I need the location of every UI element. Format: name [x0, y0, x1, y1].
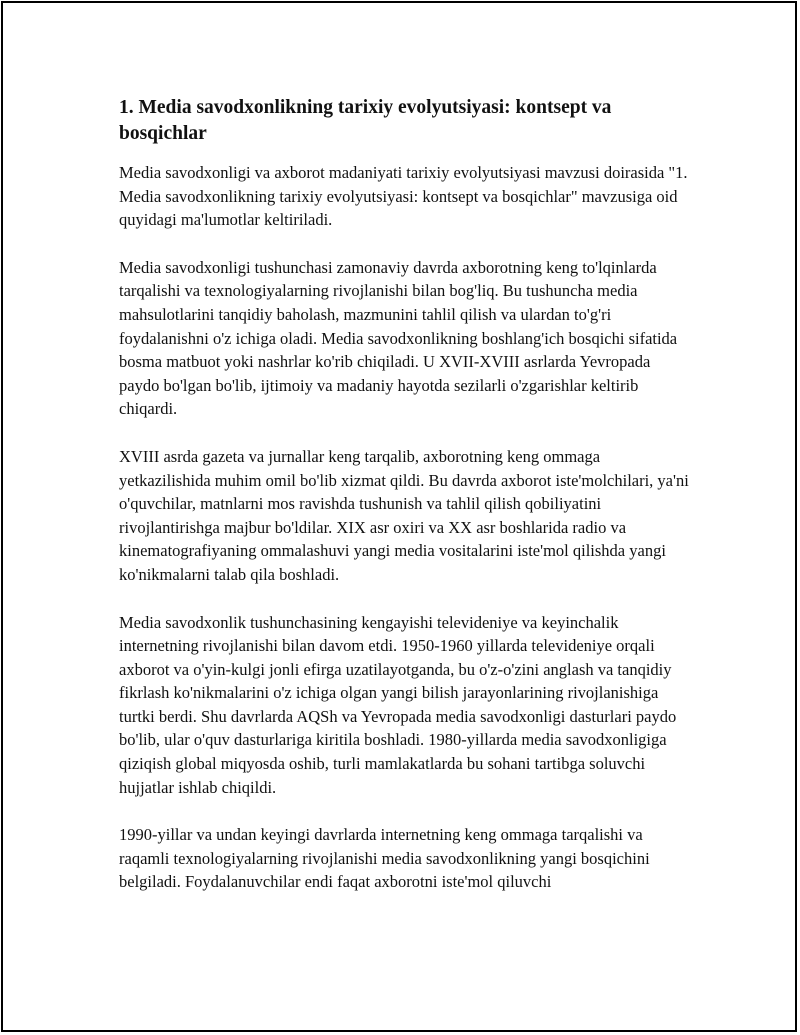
section-heading: 1. Media savodxonlikning tarixiy evolyutsiyasi: kontsept va bosqichlar	[119, 97, 612, 144]
paragraph-18th-century: XVIII asrda gazeta va jurnallar keng tarqalib, axborotning keng ommaga yetkazilishida muhim omil bo'lib xizmat qildi. Bu davrda axborot iste'molchilari, ya'ni o'quvchilar, matnlarni mos ravishda tushunish va tahlil qilish qobiliyatini rivojlantirishga majbur bo'ldilar. XIX asr oxiri va XX asr boshlarida radio va kinematografiyaning ommalashuvi yangi media vositalarini iste'mol qilishda yangi ko'nikmalarni talab qila boshladi.	[119, 446, 689, 584]
document-content	[119, 95, 691, 918]
document-page	[1, 1, 797, 1032]
paragraph-television-era: Media savodxonlik tushunchasining kengayishi televideniye va keyinchalik internetning rivojlanishi bilan davom etdi. 1950-1960 yillarda televideniye orqali axborot va o'yin-kulgi jonli efirga uzatilayotganda, bu o'z-o'zini anglash va tanqidiy fikrlash ko'nikmalarini o'z ichiga olgan yangi bilish jarayonlarining rivojlanishiga turtki berdi. Shu davrlarda AQSh va Yevropada media savodxonligi dasturlari paydo bo'lib, ular o'quv dasturlariga kiritila boshladi. 1980-yillarda media savodxonligiga qiziqish global miqyosda oshib, turli mamlakatlarda bu sohani tartibga soluvchi hujjatlar ishlab chiqildi.	[119, 612, 677, 797]
paragraph-intro: Media savodxonligi va axborot madaniyati tarixiy evolyutsiyasi mavzusi doirasida "1. Media savodxonlikning tarixiy evolyutsiyasi: kontsept va bosqichlar" mavzusiga oid quyidagi ma'lumotlar keltiriladi.	[119, 163, 688, 230]
paragraph-concept: Media savodxonligi tushunchasi zamonaviy davrda axborotning keng to'lqinlarda tarqalishi va texnologiyalarning rivojlanishi bilan bog'liq. Bu tushuncha media mahsulotlarini tanqidiy baholash, mazmunini tahlil qilish va ulardan to'g'ri foydalanishni o'z ichiga oladi. Media savodxonlikning boshlang'ich bosqichi sifatida bosma matbuot yoki nashrlar ko'rib chiqiladi. U XVII-XVIII asrlarda Yevropada paydo bo'lgan bo'lib, ijtimoiy va madaniy hayotda sezilarli o'zgarishlar keltirib chiqardi.	[119, 257, 678, 419]
paragraph-internet-era: 1990-yillar va undan keyingi davrlarda internetning keng ommaga tarqalishi va raqamli texnologiyalarning rivojlanishi media savodxonlikning yangi bosqichini belgiladi. Foydalanuvchilar endi faqat axborotni iste'mol qiluvchi	[119, 825, 650, 892]
